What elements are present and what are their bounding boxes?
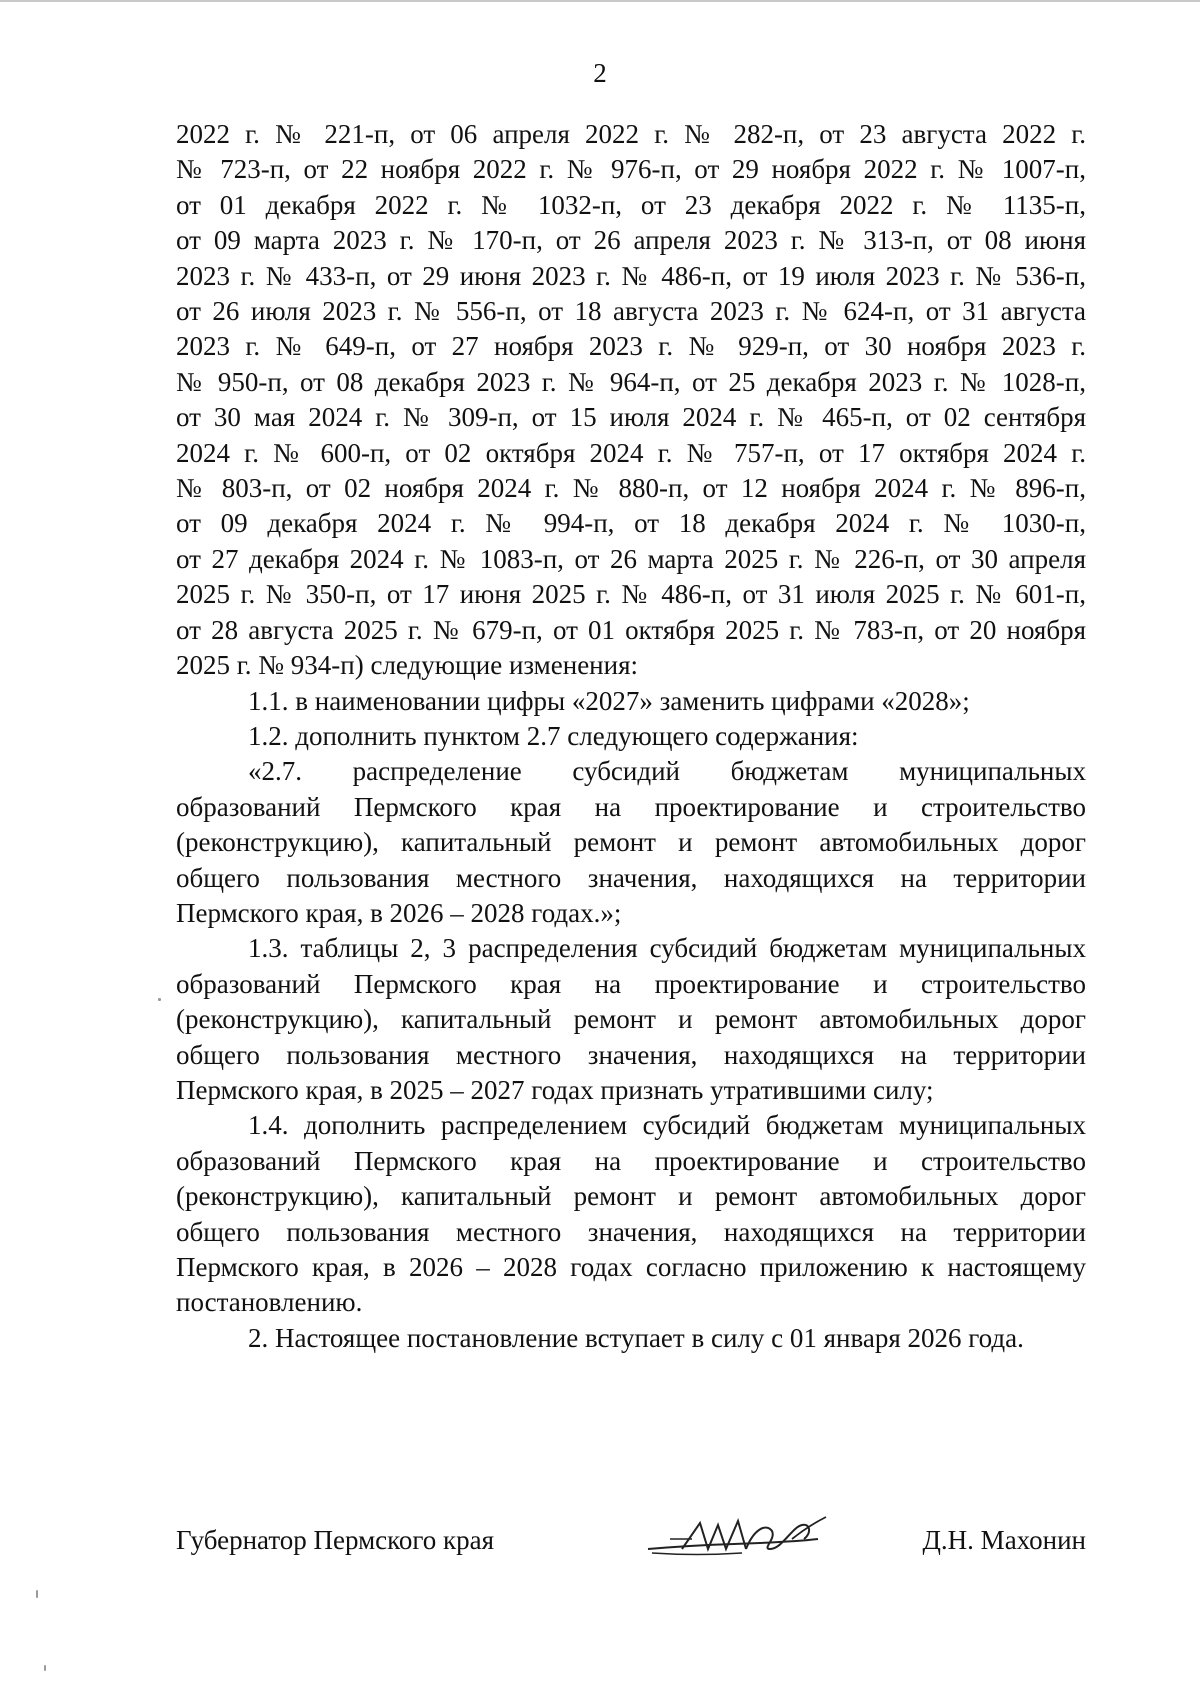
document-body (176, 117, 1086, 1356)
text-line: «2.7. распределение субсидий бюджетам муниципальных (248, 756, 1086, 787)
scan-speck (158, 998, 161, 1001)
paragraph-item-2-7-quote (176, 754, 1086, 931)
paragraph-item-1-4 (176, 1108, 1086, 1320)
text-line: 2022 г. № 221-п, от 06 апреля 2022 г. № 282-п, от 23 августа 2022 г. (176, 119, 1086, 149)
text-line: от 27 декабря 2024 г. № 1083-п, от 26 марта 2025 г. № 226-п, от 30 апреля (176, 543, 1086, 574)
text-line: Пермского края, в 2025 – 2027 годах признать утратившими силу; (176, 1074, 934, 1105)
text-line: Пермского края, в 2026 – 2028 годах.»; (176, 897, 622, 928)
text-line: № 950-п, от 08 декабря 2023 г. № 964-п, от 25 декабря 2023 г. № 1028-п, (176, 366, 1086, 397)
text-line: от 30 мая 2024 г. № 309-п, от 15 июля 2024 г. № 465-п, от 02 сентября (176, 402, 1086, 433)
text-line: 1.1. в наименовании цифры «2027» заменить цифрами «2028»; (248, 685, 970, 716)
text-line: постановлению. (176, 1287, 363, 1318)
text-line: от 01 декабря 2022 г. № 1032-п, от 23 декабря 2022 г. № 1135-п, (176, 189, 1086, 220)
text-line: 2023 г. № 433-п, от 29 июня 2023 г. № 486-п, от 19 июля 2023 г. № 536-п, (176, 260, 1086, 291)
text-line: 2025 г. № 350-п, от 17 июня 2025 г. № 486-п, от 31 июля 2025 г. № 601-п, (176, 579, 1086, 610)
text-line: Пермского края, в 2026 – 2028 годах согласно приложению к настоящему (176, 1252, 1086, 1282)
text-line: 1.3. таблицы 2, 3 распределения субсидий бюджетам муниципальных (248, 933, 1086, 964)
text-line: образований Пермского края на проектирование и строительство (176, 791, 1086, 822)
paragraph-item-1-1 (176, 684, 1086, 719)
signatory-name: Д.Н. Махонин (922, 1525, 1086, 1555)
text-line: 1.2. дополнить пунктом 2.7 следующего содержания: (248, 720, 859, 751)
signatory-position: Губернатор Пермского края (176, 1525, 495, 1555)
text-line: общего пользования местного значения, находящихся на территории (176, 1039, 1086, 1070)
text-line: 2. Настоящее постановление вступает в силу с 01 января 2026 года. (248, 1322, 1024, 1353)
text-line: 2023 г. № 649-п, от 27 ноября 2023 г. № 929-п, от 30 ноября 2023 г. (176, 331, 1086, 362)
paragraph-amendments-list (176, 117, 1086, 684)
text-line: 1.4. дополнить распределением субсидий бюджетам муниципальных (248, 1110, 1086, 1141)
page-top-edge (0, 0, 1200, 2)
text-line: от 09 декабря 2024 г. № 994-п, от 18 декабря 2024 г. № 1030-п, (176, 508, 1086, 539)
text-line: (реконструкцию), капитальный ремонт и ремонт автомобильных дорог (176, 827, 1086, 858)
text-line: (реконструкцию), капитальный ремонт и ремонт автомобильных дорог (176, 1181, 1086, 1212)
text-line: от 09 марта 2023 г. № 170-п, от 26 апреля 2023 г. № 313-п, от 08 июня (176, 225, 1086, 256)
text-line: от 26 июля 2023 г. № 556-п, от 18 августа 2023 г. № 624-п, от 31 августа (176, 296, 1086, 327)
scan-speck (44, 1665, 46, 1671)
text-line: образований Пермского края на проектирование и строительство (176, 1145, 1086, 1176)
text-line: общего пользования местного значения, находящихся на территории (176, 1216, 1086, 1247)
handwritten-signature (642, 1509, 832, 1565)
text-line: 2025 г. № 934-п) следующие изменения: (176, 650, 638, 681)
paragraph-item-1-2 (176, 719, 1086, 754)
text-line: общего пользования местного значения, находящихся на территории (176, 862, 1086, 893)
text-line: № 723-п, от 22 ноября 2022 г. № 976-п, от 29 ноября 2022 г. № 1007-п, (176, 154, 1086, 185)
text-line: (реконструкцию), капитальный ремонт и ремонт автомобильных дорог (176, 1004, 1086, 1035)
text-line: образований Пермского края на проектирование и строительство (176, 968, 1086, 999)
paragraph-item-1-3 (176, 931, 1086, 1108)
text-line: № 803-п, от 02 ноября 2024 г. № 880-п, от 12 ноября 2024 г. № 896-п, (176, 473, 1086, 504)
text-line: от 28 августа 2025 г. № 679-п, от 01 октября 2025 г. № 783-п, от 20 ноября (176, 614, 1086, 645)
paragraph-item-2 (176, 1321, 1086, 1356)
scan-speck (36, 1590, 38, 1598)
signature-block (176, 1521, 1086, 1565)
page-number: 2 (593, 58, 607, 88)
text-line: 2024 г. № 600-п, от 02 октября 2024 г. № 757-п, от 17 октября 2024 г. (176, 437, 1086, 468)
